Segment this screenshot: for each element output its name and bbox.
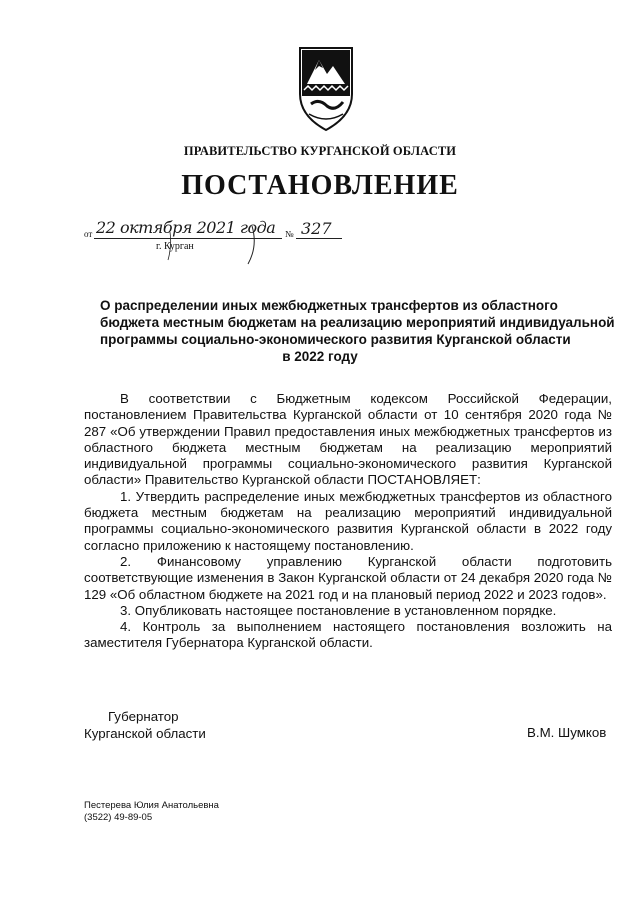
signatory-position [84, 708, 206, 742]
resolution-heading [100, 297, 615, 365]
signatory-name: В.М. Шумков [527, 725, 607, 740]
resolution-item: 2. Финансовому управлению Курганской области подготовить соответствующие изменения в Закон Курганской области от 24 декабря 2020 года № 129 «Об областном бюджете на 2021 год и на плановый период 2022 и 2023 годов». [84, 553, 612, 602]
dateline-ot: от [84, 229, 93, 239]
preamble: В соответствии с Бюджетным кодексом Российской Федерации, постановлением Правительства Курганской области от 10 сентября 2020 года № 287 «Об утверждении Правил предоставления иных межбюджетных трансфертов из областного бюджета местным бюджетам на реализацию мероприятий индивидуальной программы социально-экономического развития Курганской области» Правительство Курганской области ПОСТАНОВЛЯЕТ: [84, 391, 612, 488]
document-title: ПОСТАНОВЛЕНИЕ [181, 170, 459, 201]
executor-info [84, 800, 219, 824]
heading-line: бюджета местным бюджетам на реализацию мероприятий индивидуальной [100, 315, 615, 330]
handwriting-stroke-icon [84, 220, 384, 270]
document-date: 22 октября 2021 года [96, 218, 276, 237]
city: г. Курган [156, 241, 194, 252]
executor-phone: (3522) 49-89-05 [84, 812, 153, 823]
resolution-item: 3. Опубликовать настоящее постановление в установленном порядке. [120, 602, 557, 618]
coat-of-arms-icon [297, 44, 355, 134]
resolution-item: 1. Утвердить распределение иных межбюджетных трансфертов из областного бюджета местным бюджетам на реализацию мероприятий индивидуальной программы социально-экономического развития Курганской области в 2022 году согласно приложению к настоящему постановлению. [84, 488, 612, 553]
executor-name: Пестерева Юлия Анатольевна [84, 800, 219, 811]
number-sign: № [285, 229, 294, 239]
heading-line: программы социально-экономического развития Курганской области [100, 332, 571, 347]
heading-line: в 2022 году [282, 349, 358, 364]
dateline [84, 220, 384, 270]
resolution-body [84, 391, 612, 652]
heading-line: О распределении иных межбюджетных трансфертов из областного [100, 298, 558, 313]
position-line: Курганской области [84, 726, 206, 741]
document-number: 327 [301, 219, 332, 238]
government-name: ПРАВИТЕЛЬСТВО КУРГАНСКОЙ ОБЛАСТИ [183, 144, 457, 158]
resolution-item: 4. Контроль за выполнением настоящего постановления возложить на заместителя Губернатора Курганской области. [84, 619, 612, 651]
position-line: Губернатор [108, 709, 179, 724]
